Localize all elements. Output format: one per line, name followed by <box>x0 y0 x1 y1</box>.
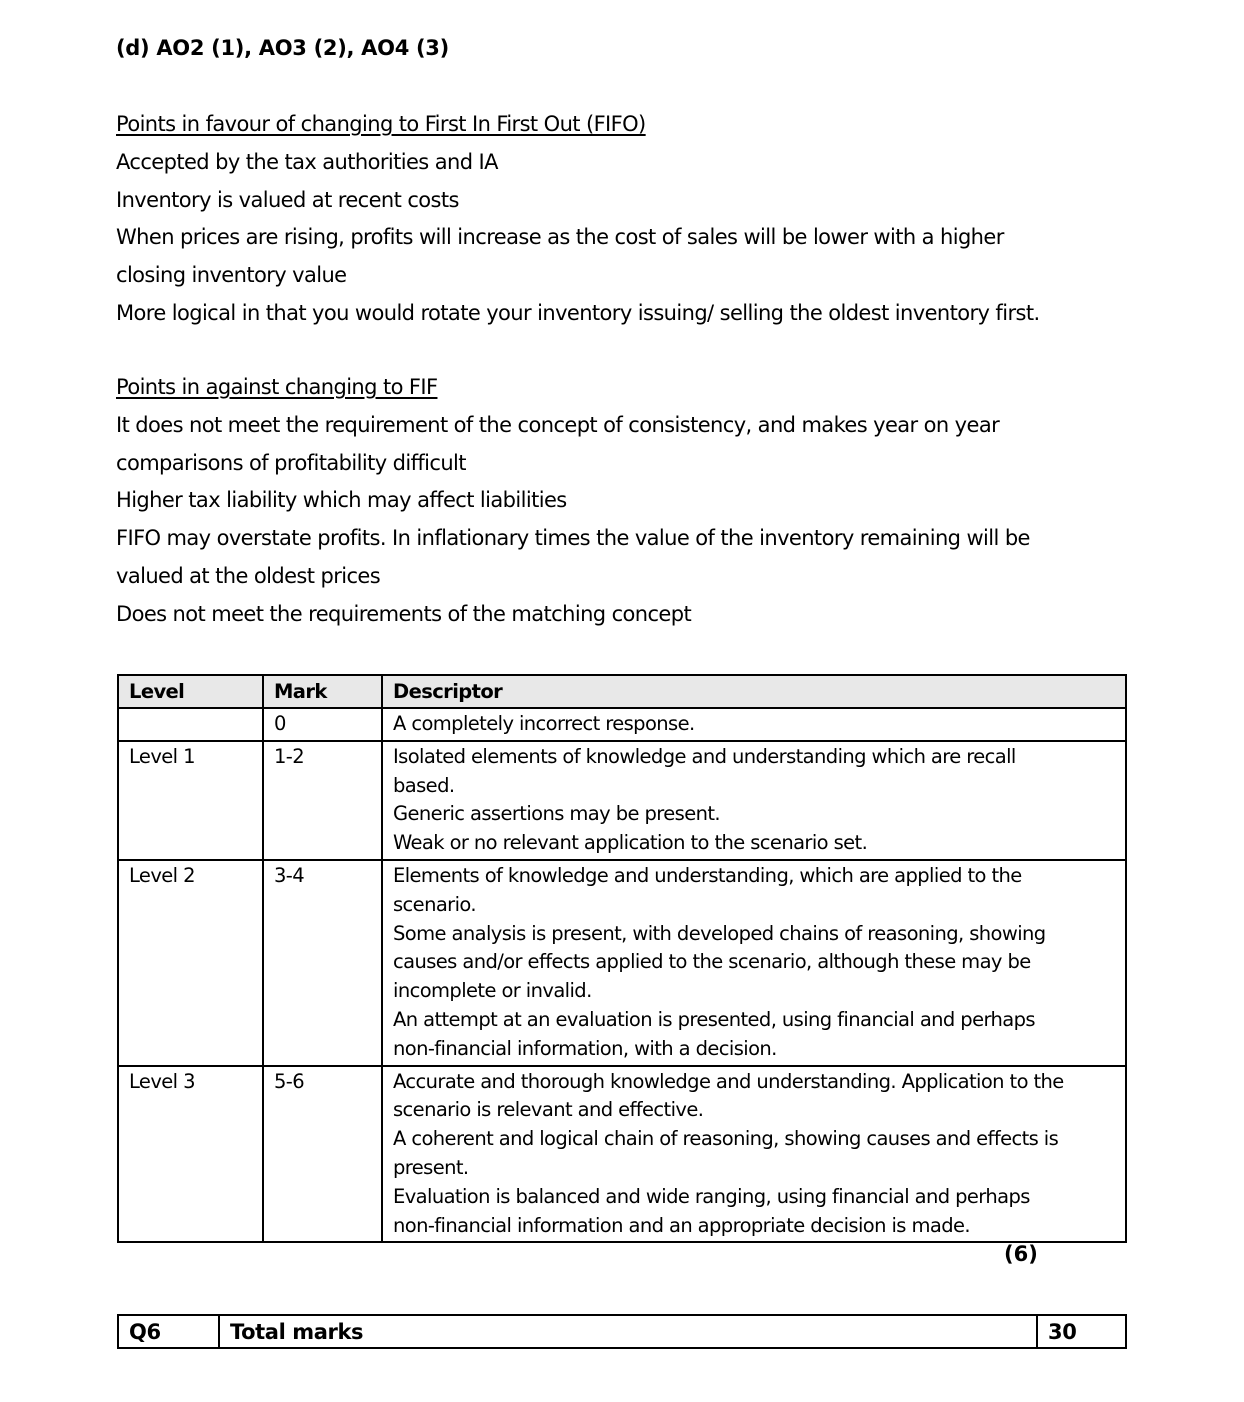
descriptor-line: Isolated elements of knowledge and understanding which are recall <box>393 744 1016 768</box>
level-cell <box>118 708 263 741</box>
favour-point: Accepted by the tax authorities and IA <box>116 149 498 174</box>
points-in-favour-title: Points in favour of changing to First In First Out (FIFO) <box>116 112 646 136</box>
against-point: FIFO may overstate profits. In inflationary times the value of the inventory remaining will be <box>116 526 1030 551</box>
descriptor-cell <box>382 860 1126 1066</box>
against-point: It does not meet the requirement of the concept of consistency, and makes year on year <box>116 412 1000 437</box>
mark-cell: 5-6 <box>263 1066 382 1243</box>
descriptor-line: non-financial information and an appropriate decision is made. <box>393 1213 970 1237</box>
points-against-title: Points in against changing to FIF <box>116 375 438 399</box>
question-number: Q6 <box>118 1315 219 1348</box>
level-descriptor-table <box>117 674 1127 1243</box>
level-cell: Level 3 <box>118 1066 263 1243</box>
descriptor-cell <box>382 741 1126 860</box>
descriptor-line: scenario is relevant and effective. <box>393 1098 704 1122</box>
descriptor-line: Elements of knowledge and understanding, which are applied to the <box>393 863 1022 887</box>
part-marks-note: (6) <box>1004 1242 1038 1266</box>
against-point: valued at the oldest prices <box>116 563 381 588</box>
descriptor-line: scenario. <box>393 892 477 916</box>
descriptor-cell <box>382 1066 1126 1243</box>
descriptor-line: non-financial information, with a decision. <box>393 1036 777 1060</box>
descriptor-line: Weak or no relevant application to the scenario set. <box>393 831 868 855</box>
descriptor-line: Evaluation is balanced and wide ranging, using financial and perhaps <box>393 1184 1030 1208</box>
mark-cell: 0 <box>263 708 382 741</box>
total-marks-label: Total marks <box>219 1315 1037 1348</box>
points-in-favour-section <box>116 106 1126 333</box>
descriptor-cell <box>382 708 1126 741</box>
descriptor-line: An attempt at an evaluation is presented, using financial and perhaps <box>393 1007 1035 1031</box>
against-point: Higher tax liability which may affect liabilities <box>116 488 567 513</box>
table-row <box>118 860 1126 1066</box>
mark-cell: 3-4 <box>263 860 382 1066</box>
table-header-row <box>118 675 1126 708</box>
descriptor-line: incomplete or invalid. <box>393 979 592 1003</box>
descriptor-line: Accurate and thorough knowledge and understanding. Application to the <box>393 1069 1064 1093</box>
favour-point: closing inventory value <box>116 263 347 288</box>
descriptor-line: A completely incorrect response. <box>393 712 695 735</box>
table-row <box>118 741 1126 860</box>
favour-point: Inventory is valued at recent costs <box>116 187 459 212</box>
descriptor-line: Some analysis is present, with developed chains of reasoning, showing <box>393 921 1046 945</box>
level-cell: Level 2 <box>118 860 263 1066</box>
table-row <box>118 1066 1126 1243</box>
descriptor-line: Generic assertions may be present. <box>393 802 720 826</box>
total-marks-value: 30 <box>1037 1315 1126 1348</box>
favour-point: More logical in that you would rotate your inventory issuing/ selling the oldest inventory first. <box>116 300 1040 325</box>
total-row <box>118 1315 1126 1348</box>
points-against-section <box>116 369 1126 634</box>
header-level: Level <box>118 675 263 708</box>
descriptor-line: A coherent and logical chain of reasoning, showing causes and effects is <box>393 1127 1059 1151</box>
header-mark: Mark <box>263 675 382 708</box>
question-heading: (d) AO2 (1), AO3 (2), AO4 (3) <box>116 36 449 60</box>
descriptor-line: based. <box>393 773 455 797</box>
descriptor-line: causes and/or effects applied to the scenario, although these may be <box>393 950 1031 974</box>
descriptor-line: present. <box>393 1155 469 1179</box>
level-cell: Level 1 <box>118 741 263 860</box>
table-row <box>118 708 1126 741</box>
header-descriptor: Descriptor <box>382 675 1126 708</box>
mark-cell: 1-2 <box>263 741 382 860</box>
favour-point: When prices are rising, profits will increase as the cost of sales will be lower with a higher <box>116 225 1004 250</box>
total-marks-table <box>117 1314 1127 1349</box>
against-point: Does not meet the requirements of the matching concept <box>116 601 692 626</box>
against-point: comparisons of profitability difficult <box>116 450 466 475</box>
